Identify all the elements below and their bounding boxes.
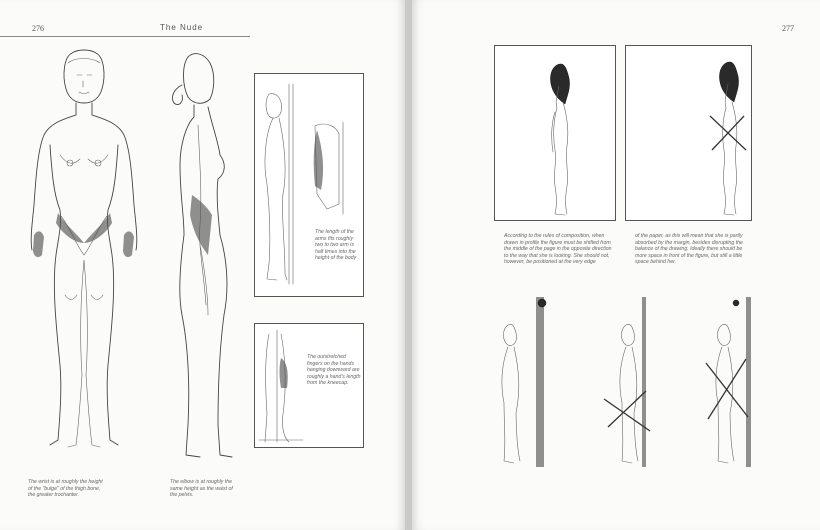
correct-composition-frame [494, 45, 616, 221]
composition-caption-left: According to the rules of composition, when drawn in profile the figure must be shifted from the middle of the page in the opposite direction to the way that she is looking. She should not, however, be positioned at the very edge [504, 233, 612, 266]
right-page [412, 0, 820, 530]
fingers-caption: The outstretched fingers on the hands hanging downward are roughly a hand's length from the kneecap. [307, 354, 361, 387]
light-study-sketch-1 [490, 293, 570, 473]
light-study-sketch-3 [700, 293, 780, 473]
profile-view-figure [160, 45, 250, 475]
arm-length-sketch [255, 74, 363, 296]
correct-composition-figure [495, 46, 615, 220]
arm-length-caption: The length of the arms fits roughly two to two arm is half times into the height of the body [315, 229, 357, 262]
book-gutter [405, 0, 412, 530]
front-view-caption: The wrist is at roughly the height of the "bulge" of the thigh bone, the greater trochanter. [28, 479, 103, 499]
header-rule [0, 36, 250, 37]
right-page-number: 277 [782, 24, 794, 33]
running-head: The Nude [160, 23, 204, 32]
light-study-sketch-2 [590, 293, 670, 473]
left-page-number: 276 [32, 24, 44, 33]
arm-length-box [254, 73, 364, 297]
incorrect-composition-figure [626, 46, 751, 220]
composition-caption-right: of the paper, as this will mean that she is partly absorbed by the margin, besides disrupting the balance of the drawing. Ideally there should be more space in front of the figure, but still a little space behind her. [635, 233, 743, 266]
incorrect-composition-frame [625, 45, 752, 221]
profile-view-caption: The elbow is at roughly the same height as the waist of the pelvis. [170, 479, 233, 499]
front-view-figure [20, 45, 150, 465]
fingers-box [254, 323, 364, 448]
left-page [0, 0, 405, 530]
